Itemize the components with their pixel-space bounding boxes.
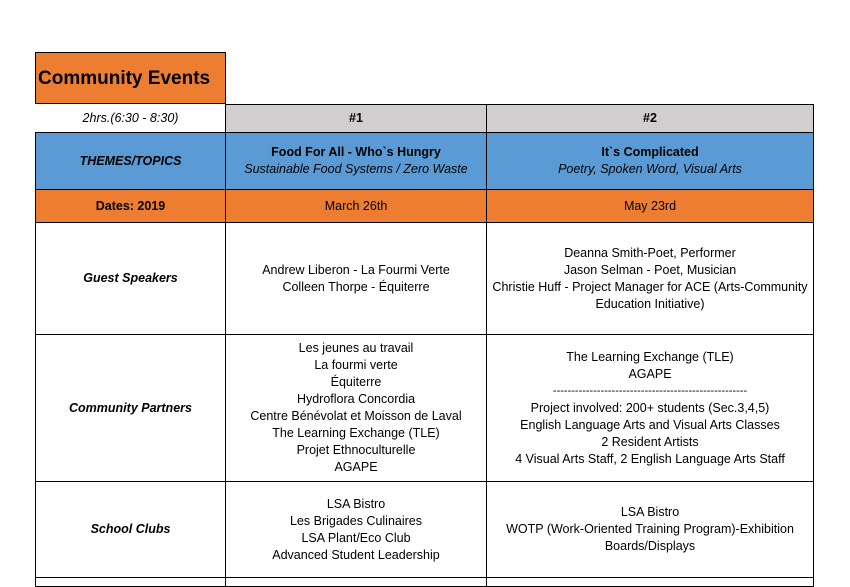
school-clubs-cell-1 — [225, 481, 487, 578]
list-item: Christie Huff - Project Manager for ACE (Arts-Community Education Initiative) — [492, 279, 808, 311]
list-item: Équiterre — [330, 375, 382, 389]
list-item: Advanced Student Leadership — [272, 547, 440, 562]
school-clubs-cell-2 — [486, 481, 814, 578]
date-cell-1: March 26th — [225, 189, 487, 223]
duration-label: 2hrs.(6:30 - 8:30) — [82, 110, 179, 125]
list-item: AGAPE — [628, 366, 672, 381]
theme-subtitle: Sustainable Food Systems / Zero Waste — [244, 162, 468, 176]
guest-speakers-cell-2 — [486, 222, 814, 335]
list-item: Jason Selman - Poet, Musician — [563, 262, 737, 277]
row-label-school-clubs: School Clubs — [35, 481, 226, 578]
list-item: 2 Resident Artists — [601, 434, 699, 449]
community-partners-cell-1 — [225, 334, 487, 482]
list-item: La fourmi verte — [314, 358, 398, 372]
theme-title: Food For All - Who`s Hungry — [271, 145, 441, 159]
page-title-text: Community Events — [38, 67, 211, 89]
list-item: Deanna Smith-Poet, Performer — [564, 245, 736, 260]
row-label-themes: THEMES/TOPICS — [35, 132, 226, 190]
row-label-guest-speakers: Guest Speakers — [35, 222, 226, 335]
list-item: Colleen Thorpe - Équiterre — [282, 279, 430, 294]
community-partners-cell-2 — [486, 334, 814, 482]
list-item: Hydroflora Concordia — [296, 392, 416, 406]
theme-cell-2 — [486, 132, 814, 190]
list-item: AGAPE — [334, 460, 378, 474]
row-label-dates: Dates: 2019 — [35, 189, 226, 223]
theme-cell-1 — [225, 132, 487, 190]
guest-speakers-cell-1 — [225, 222, 487, 335]
divider-line: ----------------------------------------------------- — [552, 384, 748, 397]
row-label-community-partners: Community Partners — [35, 334, 226, 482]
date-cell-2: May 23rd — [486, 189, 814, 223]
list-item: LSA Bistro — [620, 505, 680, 519]
list-item: LSA Bistro — [326, 496, 386, 511]
theme-title: It`s Complicated — [601, 145, 699, 159]
list-item: Les Brigades Culinaires — [289, 513, 422, 528]
list-item: The Learning Exchange (TLE) — [272, 426, 440, 440]
next-row-label — [35, 577, 226, 587]
list-item: Andrew Liberon - La Fourmi Verte — [262, 262, 450, 277]
next-row-cell-1 — [225, 577, 487, 587]
list-item: WOTP (Work-Oriented Training Program)-Exhibition Boards/Displays — [506, 522, 794, 553]
column-header-2: #2 — [486, 104, 814, 133]
list-item: Centre Bénévolat et Moisson de Laval — [250, 409, 462, 423]
column-header-1: #1 — [225, 104, 487, 133]
page-title — [35, 52, 226, 104]
list-item: Projet Ethnoculturelle — [296, 443, 416, 457]
list-item: The Learning Exchange (TLE) — [566, 349, 734, 364]
list-item: LSA Plant/Eco Club — [301, 530, 411, 545]
theme-subtitle: Poetry, Spoken Word, Visual Arts — [558, 162, 742, 176]
list-item: Les jeunes au travail — [298, 341, 414, 355]
list-item: Project involved: 200+ students (Sec.3,4,5) — [530, 400, 770, 415]
list-item: English Language Arts and Visual Arts Classes — [520, 417, 780, 432]
next-row-cell-2 — [486, 577, 814, 587]
list-item: 4 Visual Arts Staff, 2 English Language Arts Staff — [515, 451, 785, 466]
